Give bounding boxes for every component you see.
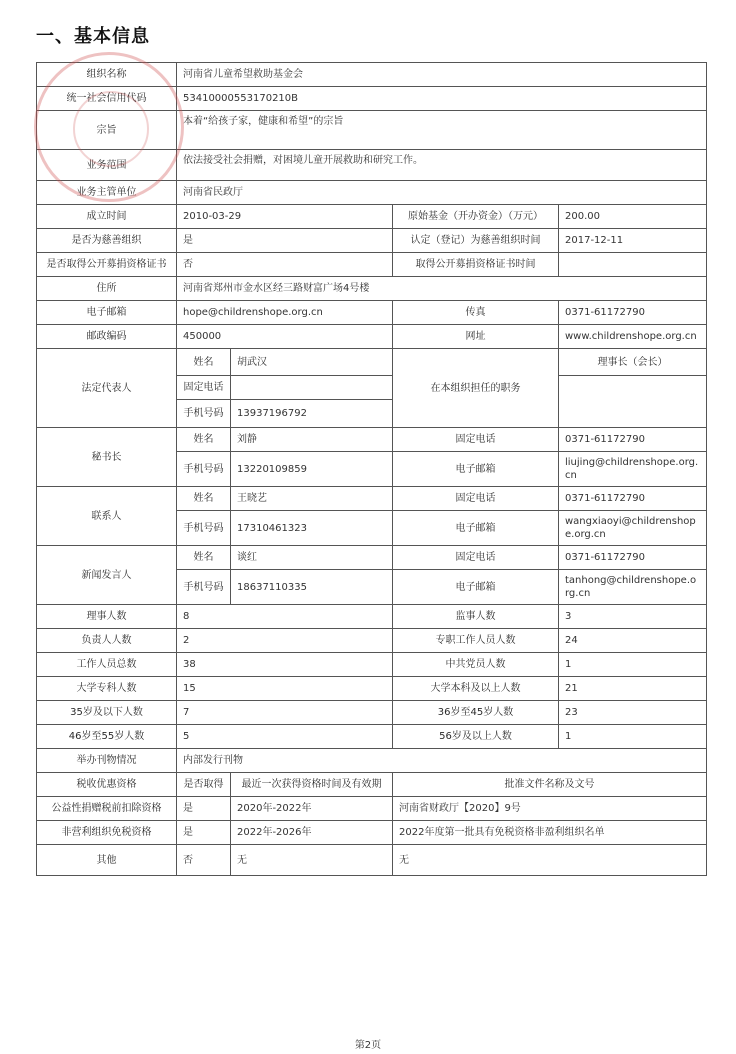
label-purpose: 宗旨	[37, 111, 177, 150]
row-credit-code	[37, 87, 707, 111]
tax-row	[37, 845, 707, 876]
value-charity-date: 2017-12-11	[559, 229, 707, 253]
label-spokesman: 新闻发言人	[37, 546, 177, 605]
stat-value: 8	[177, 605, 393, 629]
value-fax: 0371-61172790	[559, 301, 707, 325]
label-charity: 是否为慈善组织	[37, 229, 177, 253]
legal-rep-position-label: 在本组织担任的职务	[393, 349, 559, 428]
stat-label: 36岁至45岁人数	[393, 701, 559, 725]
value-fund: 200.00	[559, 205, 707, 229]
legal-rep-phone-label: 固定电话	[177, 376, 231, 400]
spokesman-email-label: 电子邮箱	[393, 570, 559, 605]
spokesman-email: tanhong@childrenshope.org.cn	[559, 570, 707, 605]
tax-got: 否	[177, 845, 231, 876]
stats-row	[37, 605, 707, 629]
value-publication: 内部发行刊物	[177, 749, 707, 773]
value-public-raise-time	[559, 253, 707, 277]
tax-name: 公益性捐赠税前扣除资格	[37, 797, 177, 821]
legal-rep-position: 理事长（会长）	[559, 349, 707, 376]
value-postcode: 450000	[177, 325, 393, 349]
tax-period: 2020年-2022年	[231, 797, 393, 821]
spokesman-mobile-label: 手机号码	[177, 570, 231, 605]
row-purpose	[37, 111, 707, 150]
stat-label: 理事人数	[37, 605, 177, 629]
stat-label: 56岁及以上人数	[393, 725, 559, 749]
stat-label: 监事人数	[393, 605, 559, 629]
label-secretary: 秘书长	[37, 428, 177, 487]
contact-email: wangxiaoyi@childrenshope.org.cn	[559, 511, 707, 546]
contact-mobile: 17310461323	[231, 511, 393, 546]
value-charity: 是	[177, 229, 393, 253]
legal-rep-mobile: 13937196792	[231, 400, 393, 428]
label-public-raise-time: 取得公开募捐资格证书时间	[393, 253, 559, 277]
row-address	[37, 277, 707, 301]
label-email: 电子邮箱	[37, 301, 177, 325]
row-org-name	[37, 63, 707, 87]
value-email: hope@childrenshope.org.cn	[177, 301, 393, 325]
label-postcode: 邮政编码	[37, 325, 177, 349]
legal-rep-name: 胡武汉	[231, 349, 393, 376]
secretary-phone-label: 固定电话	[393, 428, 559, 452]
stat-value: 3	[559, 605, 707, 629]
spokesman-phone-label: 固定电话	[393, 546, 559, 570]
tax-doc: 2022年度第一批具有免税资格非盈利组织名单	[393, 821, 707, 845]
label-fax: 传真	[393, 301, 559, 325]
stat-label: 专职工作人员人数	[393, 629, 559, 653]
secretary-phone: 0371-61172790	[559, 428, 707, 452]
value-org-name: 河南省儿童希望救助基金会	[177, 63, 707, 87]
page-number: 第2页	[354, 1040, 382, 1051]
stats-row	[37, 701, 707, 725]
row-charity	[37, 229, 707, 253]
spokesman-name: 谈红	[231, 546, 393, 570]
tax-doc: 无	[393, 845, 707, 876]
spokesman-name-label: 姓名	[177, 546, 231, 570]
row-postcode	[37, 325, 707, 349]
tax-doc: 河南省财政厅【2020】9号	[393, 797, 707, 821]
stat-value: 24	[559, 629, 707, 653]
value-purpose: 本着“给孩子家，健康和希望”的宗旨	[177, 111, 707, 150]
stat-value: 15	[177, 677, 393, 701]
spokesman-phone: 0371-61172790	[559, 546, 707, 570]
value-address: 河南省郑州市金水区经三路财富广场4号楼	[177, 277, 707, 301]
label-credit-code: 统一社会信用代码	[37, 87, 177, 111]
value-supervisor: 河南省民政厅	[177, 181, 707, 205]
tax-period: 无	[231, 845, 393, 876]
tax-name: 其他	[37, 845, 177, 876]
basic-info-table	[36, 62, 707, 876]
stat-value: 2	[177, 629, 393, 653]
spokesman-row-1	[37, 546, 707, 570]
stat-label: 35岁及以下人数	[37, 701, 177, 725]
label-contact: 联系人	[37, 487, 177, 546]
stats-row	[37, 653, 707, 677]
row-email	[37, 301, 707, 325]
stat-label: 大学本科及以上人数	[393, 677, 559, 701]
spokesman-mobile: 18637110335	[231, 570, 393, 605]
label-org-name: 组织名称	[37, 63, 177, 87]
label-established: 成立时间	[37, 205, 177, 229]
value-credit-code: 53410000553170210B	[177, 87, 707, 111]
stat-value: 5	[177, 725, 393, 749]
stats-row	[37, 677, 707, 701]
legal-rep-name-label: 姓名	[177, 349, 231, 376]
label-website: 网址	[393, 325, 559, 349]
contact-row-1	[37, 487, 707, 511]
secretary-email: liujing@childrenshope.org.cn	[559, 452, 707, 487]
legal-rep-position-empty	[559, 376, 707, 428]
stat-value: 7	[177, 701, 393, 725]
secretary-name: 刘静	[231, 428, 393, 452]
tax-row	[37, 821, 707, 845]
secretary-mobile: 13220109859	[231, 452, 393, 487]
legal-rep-mobile-label: 手机号码	[177, 400, 231, 428]
contact-phone-label: 固定电话	[393, 487, 559, 511]
legal-rep-phone	[231, 376, 393, 400]
label-fund: 原始基金（开办资金）（万元）	[393, 205, 559, 229]
label-charity-date: 认定（登记）为慈善组织时间	[393, 229, 559, 253]
section-heading: 一、基本信息	[36, 26, 150, 47]
stat-label: 工作人员总数	[37, 653, 177, 677]
label-scope: 业务范围	[37, 150, 177, 181]
row-supervisor	[37, 181, 707, 205]
tax-header-got: 是否取得	[177, 773, 231, 797]
secretary-name-label: 姓名	[177, 428, 231, 452]
stats-row	[37, 725, 707, 749]
tax-header-row	[37, 773, 707, 797]
tax-got: 是	[177, 821, 231, 845]
stat-label: 大学专科人数	[37, 677, 177, 701]
contact-mobile-label: 手机号码	[177, 511, 231, 546]
label-address: 住所	[37, 277, 177, 301]
stat-value: 21	[559, 677, 707, 701]
tax-header-period: 最近一次获得资格时间及有效期	[231, 773, 393, 797]
row-scope	[37, 150, 707, 181]
stat-value: 23	[559, 701, 707, 725]
stat-value: 38	[177, 653, 393, 677]
value-scope: 依法接受社会捐赠，对困境儿童开展救助和研究工作。	[177, 150, 707, 181]
contact-phone: 0371-61172790	[559, 487, 707, 511]
stat-value: 1	[559, 653, 707, 677]
contact-name-label: 姓名	[177, 487, 231, 511]
tax-row	[37, 797, 707, 821]
tax-header-doc: 批准文件名称及文号	[393, 773, 707, 797]
row-established	[37, 205, 707, 229]
row-public-raise	[37, 253, 707, 277]
value-established: 2010-03-29	[177, 205, 393, 229]
value-public-raise: 否	[177, 253, 393, 277]
secretary-email-label: 电子邮箱	[393, 452, 559, 487]
secretary-mobile-label: 手机号码	[177, 452, 231, 487]
label-legal-rep: 法定代表人	[37, 349, 177, 428]
stat-value: 1	[559, 725, 707, 749]
label-supervisor: 业务主管单位	[37, 181, 177, 205]
tax-got: 是	[177, 797, 231, 821]
tax-header-type: 税收优惠资格	[37, 773, 177, 797]
contact-name: 王晓艺	[231, 487, 393, 511]
label-public-raise: 是否取得公开募捐资格证书	[37, 253, 177, 277]
stat-label: 46岁至55岁人数	[37, 725, 177, 749]
value-website: www.childrenshope.org.cn	[559, 325, 707, 349]
stat-label: 中共党员人数	[393, 653, 559, 677]
row-publication	[37, 749, 707, 773]
tax-name: 非营利组织免税资格	[37, 821, 177, 845]
contact-email-label: 电子邮箱	[393, 511, 559, 546]
tax-period: 2022年-2026年	[231, 821, 393, 845]
stat-label: 负责人人数	[37, 629, 177, 653]
stats-row	[37, 629, 707, 653]
label-publication: 举办刊物情况	[37, 749, 177, 773]
secretary-row-1	[37, 428, 707, 452]
legal-rep-row-name	[37, 349, 707, 376]
